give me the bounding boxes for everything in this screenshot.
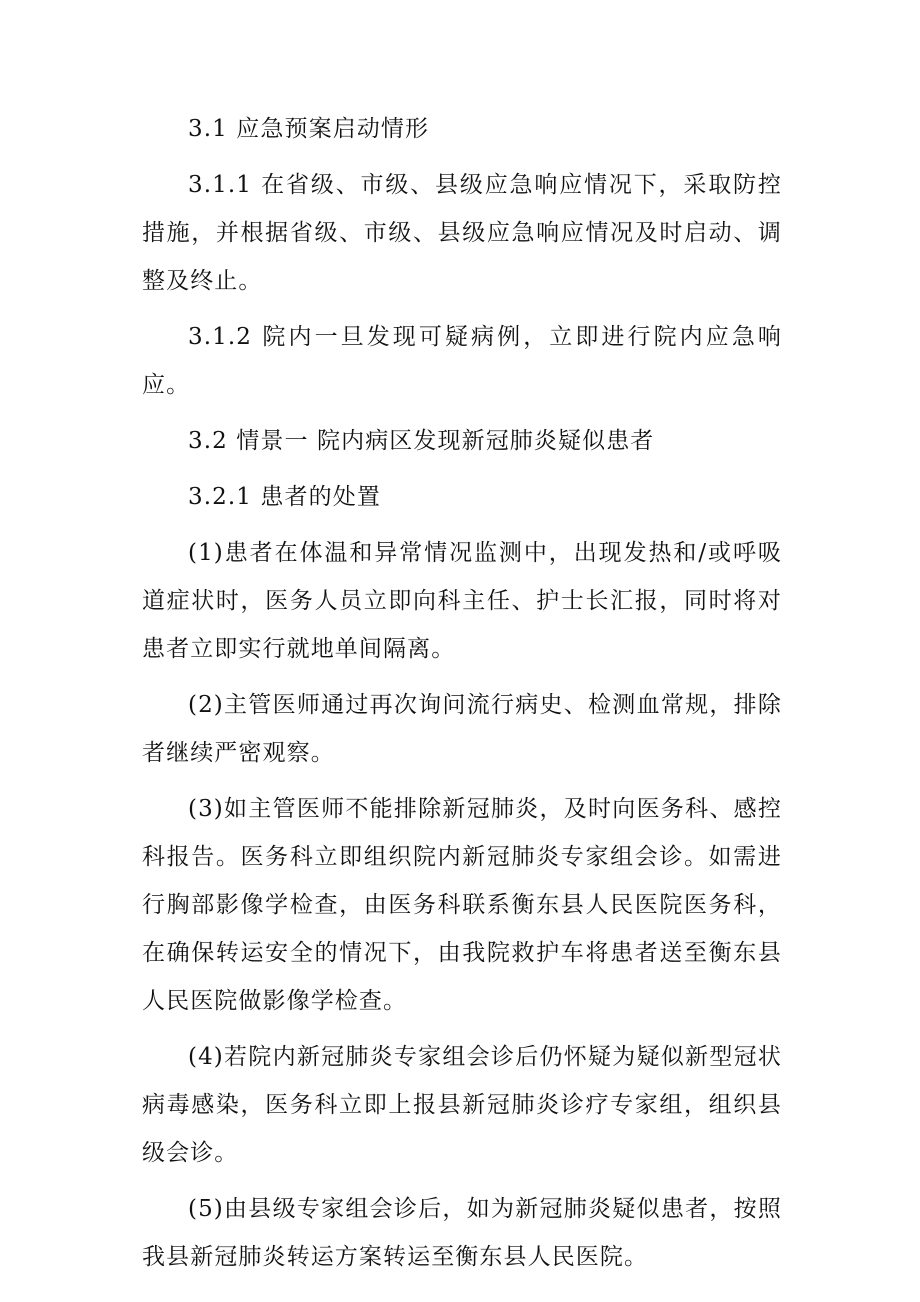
heading-3-1: 3.1 应急预案启动情形	[188, 116, 430, 142]
list-item-3: (3)如主管医师不能排除新冠肺炎，及时向医务科、感控科报告。医务科立即组织院内新冠肺炎专家组会诊。如需进行胸部影像学检查，由医务科联系衡东县人民医院医务科，在确保转运安全的情况下，由我院救护车将患者送至衡东县人民医院做影像学检查。	[142, 796, 782, 1014]
list-item-5: (5)由县级专家组会诊后，如为新冠肺炎疑似患者，按照我县新冠肺炎转运方案转运至衡东县人民医院。	[142, 1196, 782, 1270]
list-item-4: (4)若院内新冠肺炎专家组会诊后仍怀疑为疑似新型冠状病毒感染，医务科立即上报县新冠肺炎诊疗专家组，组织县级会诊。	[142, 1044, 782, 1166]
heading-3-2: 3.2 情景一 院内病区发现新冠肺炎疑似患者	[188, 428, 655, 454]
paragraph-3-1-2: 3.1.2 院内一旦发现可疑病例，立即进行院内应急响应。	[142, 324, 782, 398]
list-item-2: (2)主管医师通过再次询问流行病史、检测血常规，排除者继续严密观察。	[142, 692, 782, 766]
paragraph-3-1-1: 3.1.1 在省级、市级、县级应急响应情况下，采取防控措施，并根据省级、市级、县级应急响应情况及时启动、调整及终止。	[142, 172, 782, 294]
list-item-1: (1)患者在体温和异常情况监测中，出现发热和/或呼吸道症状时，医务人员立即向科主任、护士长汇报，同时将对患者立即实行就地单间隔离。	[142, 540, 782, 662]
document-body	[142, 105, 782, 1289]
heading-3-2-1: 3.2.1 患者的处置	[188, 484, 381, 510]
